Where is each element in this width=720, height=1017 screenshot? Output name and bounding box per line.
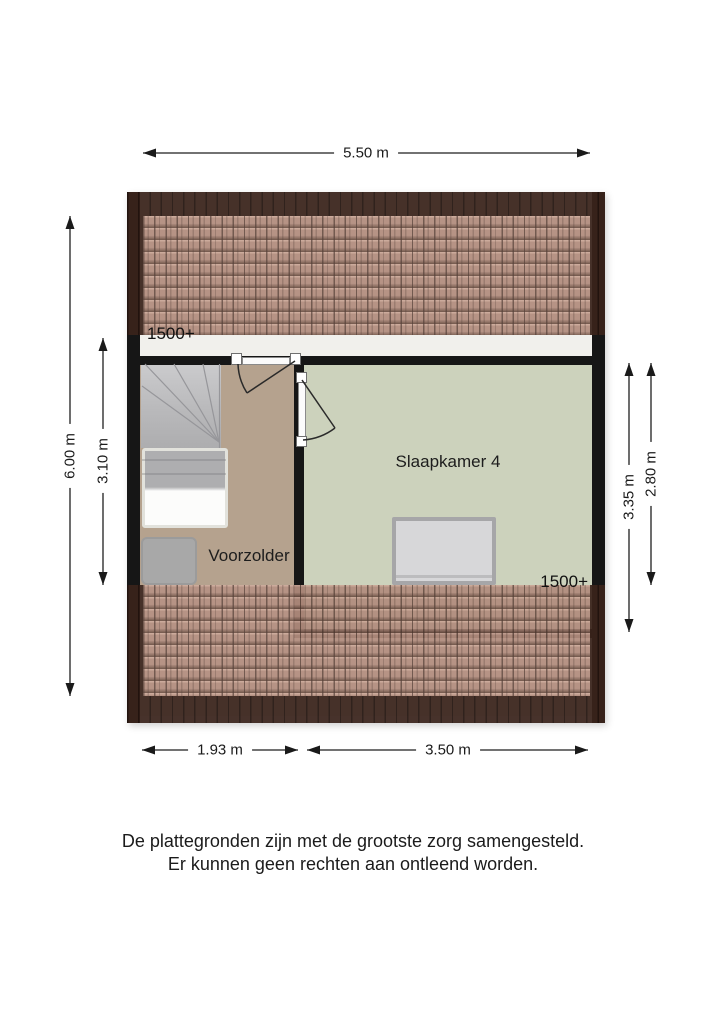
disclaimer bbox=[0, 830, 706, 876]
height-marker-top: 1500+ bbox=[147, 324, 195, 343]
height-marker-bottom: 1500+ bbox=[540, 572, 588, 591]
dim-width-total: 5.50 m bbox=[334, 145, 398, 162]
room-label-slaapkamer4: Slaapkamer 4 bbox=[395, 452, 501, 471]
dim-depth-inner: 3.10 m bbox=[95, 429, 112, 493]
dim-slaapkamer-depth-inner: 2.80 m bbox=[643, 442, 660, 506]
door-swings bbox=[238, 361, 335, 440]
dim-width-voorzolder: 1.93 m bbox=[188, 742, 252, 759]
room-label-voorzolder: Voorzolder bbox=[208, 546, 290, 565]
dimension-lines bbox=[70, 153, 651, 750]
dim-depth-total: 6.00 m bbox=[62, 424, 79, 488]
disclaimer-line2: Er kunnen geen rechten aan ontleend worden. bbox=[167, 854, 539, 874]
stair-lines bbox=[142, 364, 226, 474]
dim-width-slaapkamer: 3.50 m bbox=[416, 742, 480, 759]
dim-slaapkamer-depth-outer: 3.35 m bbox=[621, 465, 638, 529]
disclaimer-line1: De plattegronden zijn met de grootste zorg samengesteld. bbox=[121, 831, 585, 851]
